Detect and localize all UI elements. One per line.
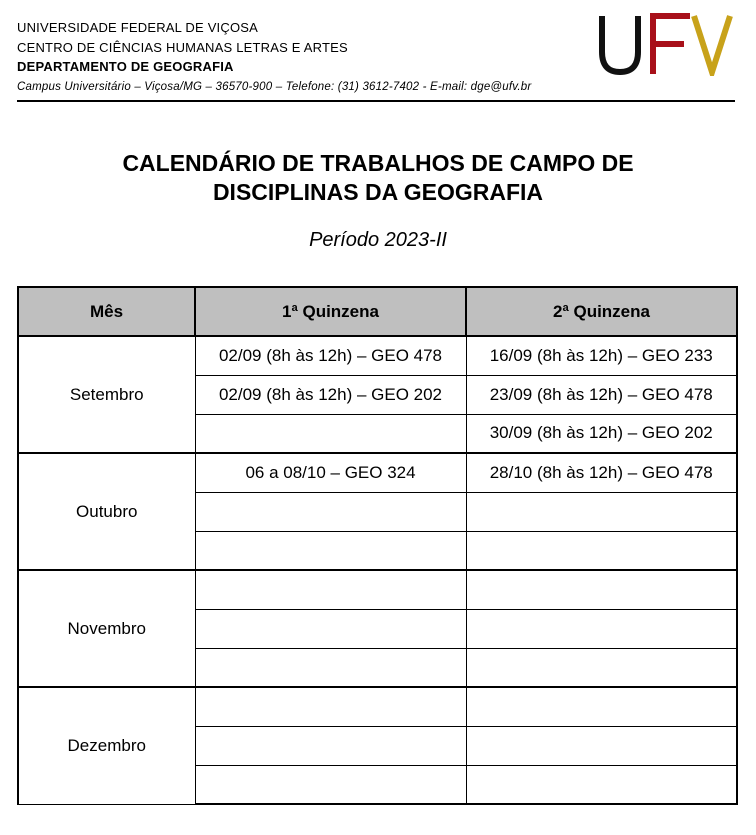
first-fortnight-cell (195, 726, 466, 765)
second-fortnight-cell: 23/09 (8h às 12h) – GEO 478 (466, 375, 737, 414)
title-line-2: DISCIPLINAS DA GEOGRAFIA (212, 179, 544, 205)
second-fortnight-cell (466, 609, 737, 648)
second-fortnight-cell (466, 648, 737, 687)
month-cell: Novembro (18, 570, 195, 687)
first-fortnight-cell: 02/09 (8h às 12h) – GEO 202 (195, 375, 466, 414)
second-fortnight-cell: 30/09 (8h às 12h) – GEO 202 (466, 414, 737, 453)
second-fortnight-cell (466, 687, 737, 726)
center-name: CENTRO DE CIÊNCIAS HUMANAS LETRAS E ARTES (17, 39, 348, 55)
table-row (18, 453, 737, 492)
document-title (0, 149, 756, 207)
second-fortnight-cell (466, 570, 737, 609)
second-fortnight-cell: 16/09 (8h às 12h) – GEO 233 (466, 336, 737, 375)
month-cell: Outubro (18, 453, 195, 570)
column-header-month: Mês (18, 287, 195, 336)
header-rule (17, 100, 735, 102)
department-name: DEPARTAMENTO DE GEOGRAFIA (17, 59, 234, 74)
address-line: Campus Universitário – Viçosa/MG – 36570-900 – Telefone: (31) 3612-7402 - E-mail: dge@ufv.br (17, 80, 532, 93)
month-cell: Dezembro (18, 687, 195, 804)
second-fortnight-cell (466, 765, 737, 804)
first-fortnight-cell (195, 570, 466, 609)
second-fortnight-cell: 28/10 (8h às 12h) – GEO 478 (466, 453, 737, 492)
first-fortnight-cell (195, 609, 466, 648)
first-fortnight-cell (195, 687, 466, 726)
table-body (18, 336, 737, 804)
table-header-row (18, 287, 737, 336)
first-fortnight-cell (195, 648, 466, 687)
ufv-logo (598, 12, 734, 76)
second-fortnight-cell (466, 492, 737, 531)
title-line-1: CALENDÁRIO DE TRABALHOS DE CAMPO DE (122, 150, 634, 176)
second-fortnight-cell (466, 726, 737, 765)
first-fortnight-cell (195, 414, 466, 453)
table-row (18, 336, 737, 375)
column-header-first-fortnight: 1ª Quinzena (195, 287, 466, 336)
table-row (18, 570, 737, 609)
month-cell: Setembro (18, 336, 195, 453)
table-row (18, 687, 737, 726)
first-fortnight-cell (195, 492, 466, 531)
first-fortnight-cell: 02/09 (8h às 12h) – GEO 478 (195, 336, 466, 375)
university-name: UNIVERSIDADE FEDERAL DE VIÇOSA (17, 20, 259, 35)
calendar-table (17, 286, 738, 805)
second-fortnight-cell (466, 531, 737, 570)
first-fortnight-cell (195, 531, 466, 570)
column-header-second-fortnight: 2ª Quinzena (466, 287, 737, 336)
period-label: Período 2023-II (309, 229, 447, 251)
first-fortnight-cell: 06 a 08/10 – GEO 324 (195, 453, 466, 492)
first-fortnight-cell (195, 765, 466, 804)
